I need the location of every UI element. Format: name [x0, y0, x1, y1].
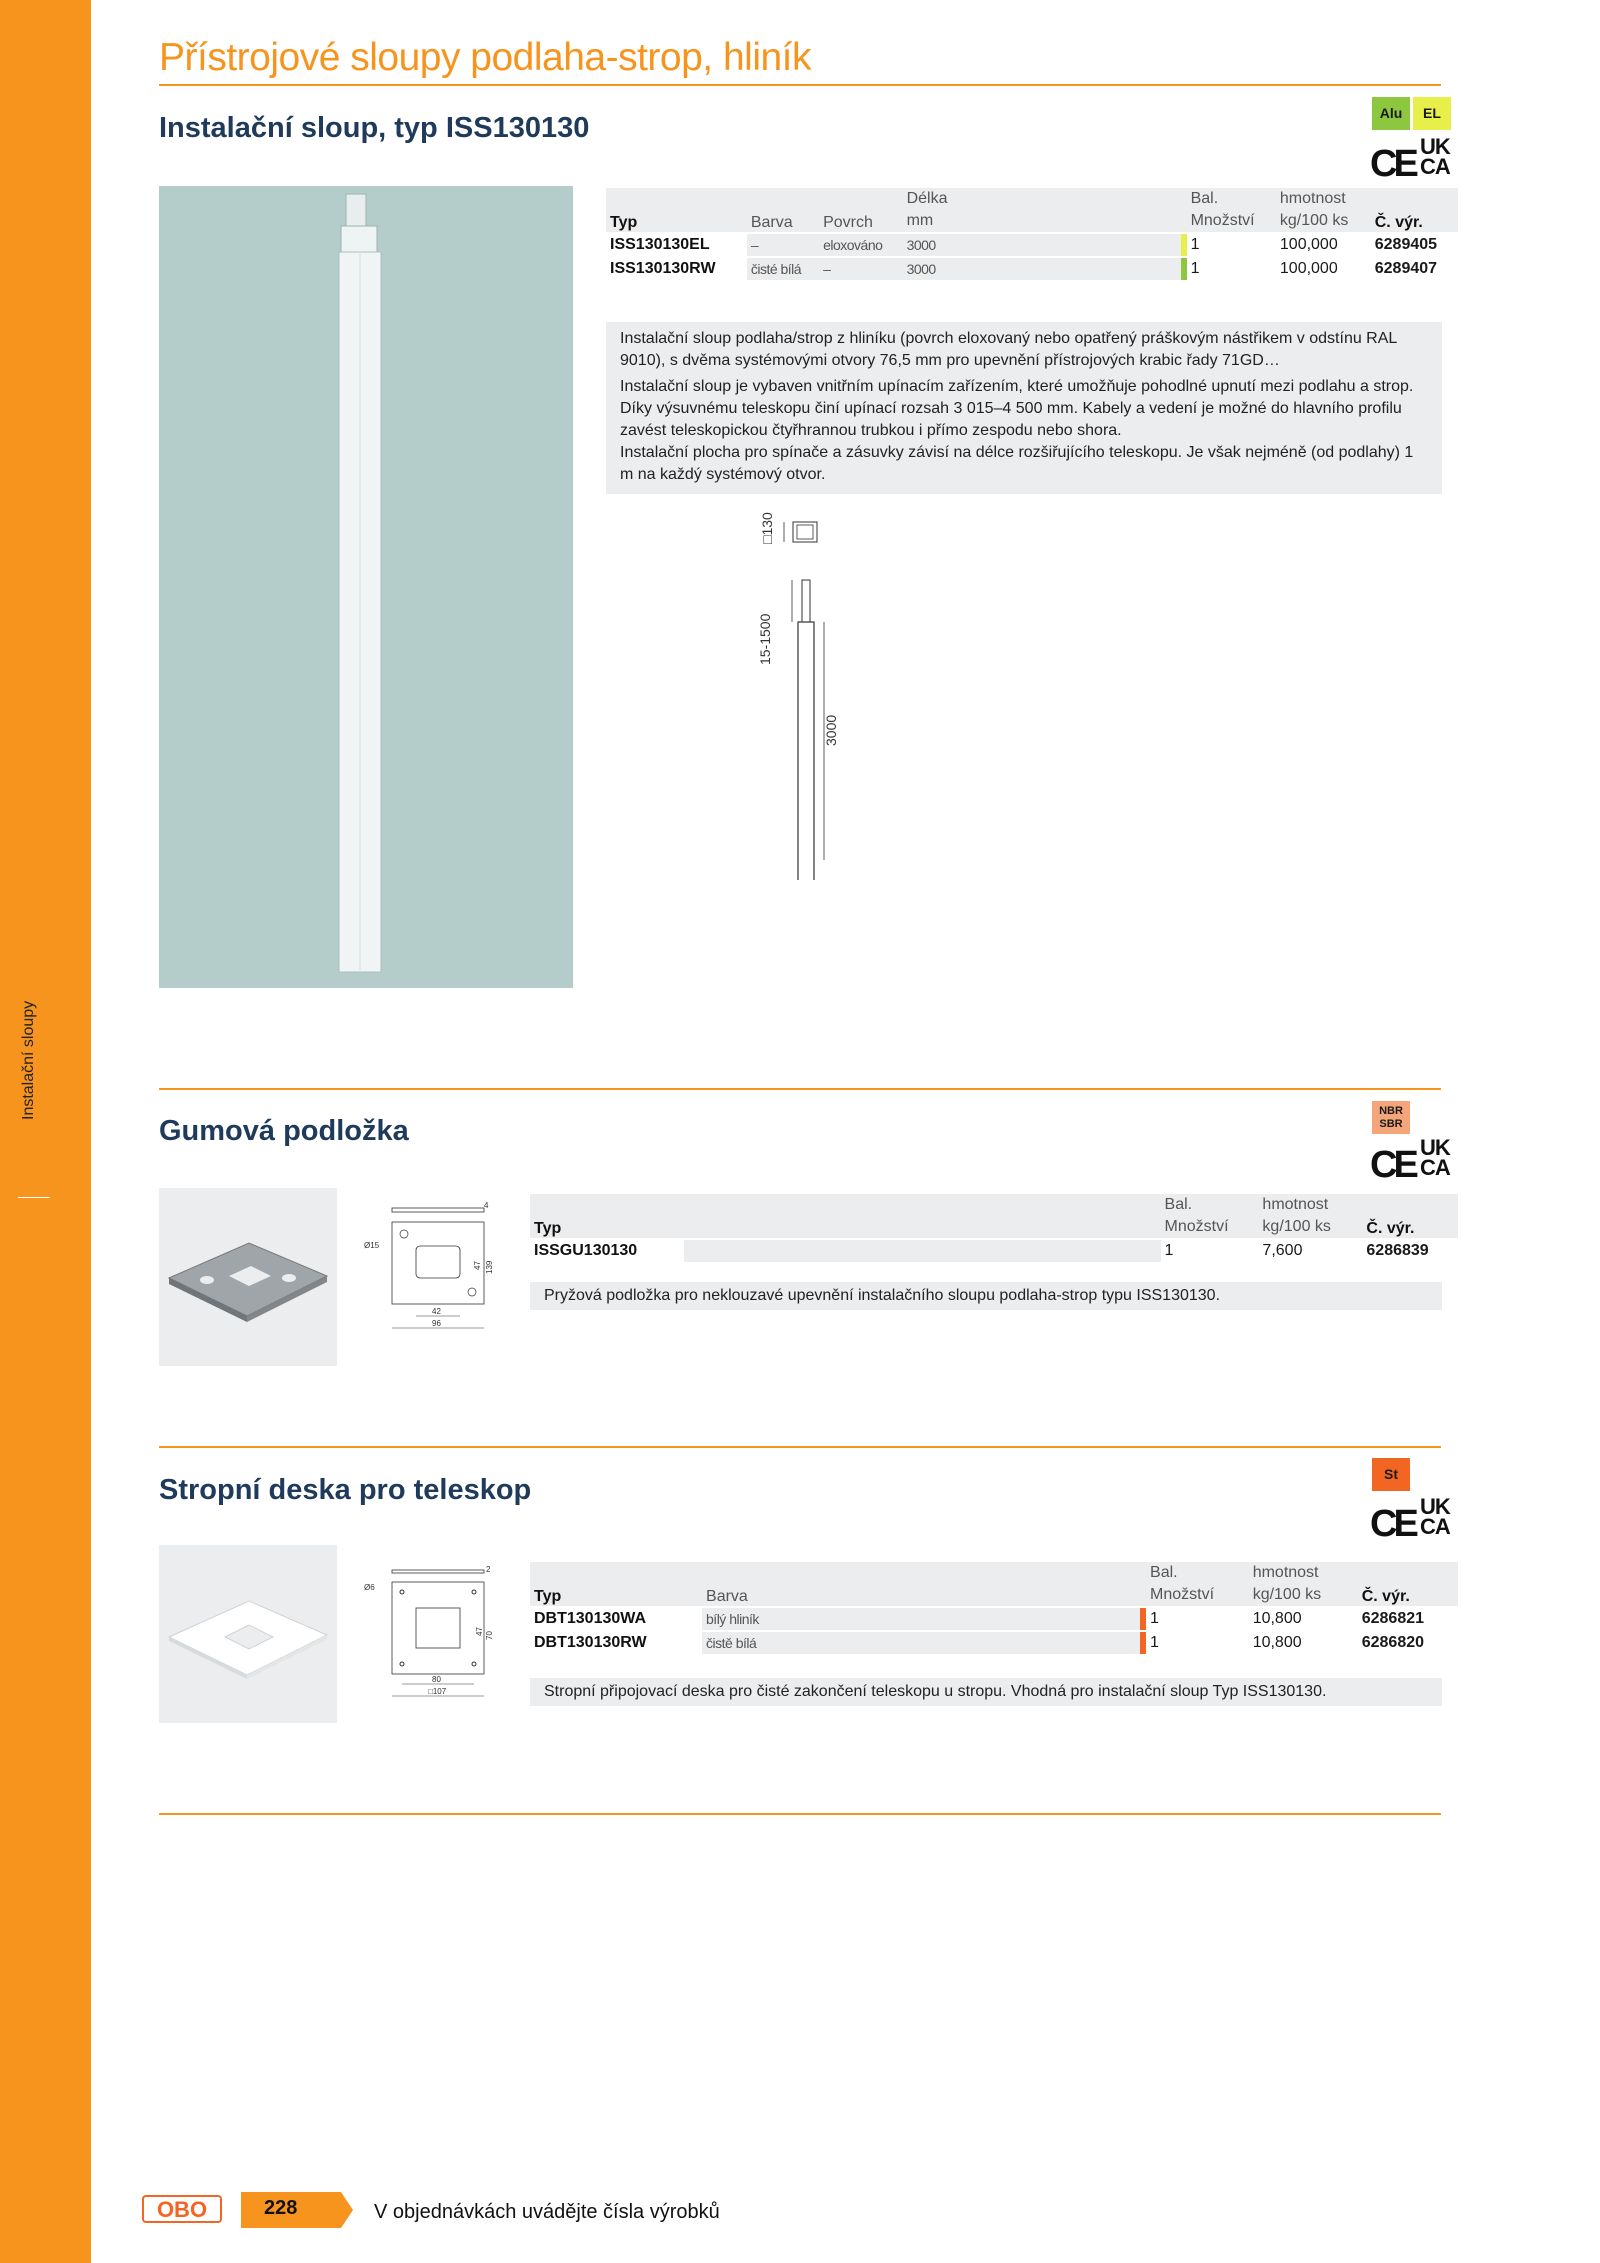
ce-mark-icon: CE — [1370, 1503, 1415, 1545]
col-barva: Barva — [747, 188, 819, 233]
col-cvyr: Č. výr. — [1371, 188, 1458, 233]
svg-text:2: 2 — [486, 1565, 491, 1574]
pad-dimension-drawing — [360, 1196, 520, 1346]
sidebar — [0, 0, 91, 2263]
section-divider — [159, 1446, 1441, 1448]
ce-ukca-mark — [1370, 1494, 1452, 1545]
svg-text:96: 96 — [432, 1319, 441, 1328]
ce-ukca-mark — [1370, 134, 1452, 185]
page-number: 228 — [264, 2197, 298, 2219]
svg-text:139: 139 — [485, 1260, 494, 1274]
sidebar-marker — [18, 1197, 50, 1198]
svg-text:47: 47 — [473, 1261, 482, 1270]
footer-note: V objednávkách uvádějte čísla výrobků — [374, 2201, 720, 2223]
bottom-divider — [159, 1813, 1441, 1815]
section-divider — [159, 1088, 1441, 1090]
description-pillar: Instalační sloup podlaha/strop z hliníku (povrch eloxovaný nebo opatřený práškovým nástřikem v odstínu RAL 9010), s dvěma systémovými otvory 76,5 mm pro upevnění přístrojových krabic řady 71GD… Instalační sloup je vybaven vnitřním upínacím zařízením, které umožňuje pohodlné upnutí mezi podlahu a strop. Díky výsuvnému teleskopu činí upínací rozsah 3 015–4 500 mm. Kabely a vedení je možné do hlavního profilu zavést teleskopickou čtyřhrannou trubkou i přímo zespodu nebo shora. Instalační plocha pro spínače a zásuvky závisí na délce rozšiřujícího teleskopu. Je však nejméně (od podlahy) 1 m na každý systémový otvor. — [606, 322, 1442, 494]
svg-text:Ø6: Ø6 — [364, 1583, 375, 1592]
description-plate: Stropní připojovací deska pro čisté zakončení teleskopu u stropu. Vhodná pro instalační sloup Typ ISS130130. — [530, 1678, 1442, 1706]
col-povrch: Povrch — [819, 188, 903, 233]
product-photo-pillar — [159, 186, 573, 988]
ukca-mark-icon: UK CA — [1420, 134, 1450, 179]
product-photo-pad — [159, 1188, 337, 1366]
svg-text:Ø15: Ø15 — [364, 1241, 380, 1250]
svg-text:70: 70 — [485, 1631, 494, 1640]
svg-text:4: 4 — [484, 1201, 489, 1210]
plate-dimension-drawing — [360, 1560, 520, 1710]
col-bal: Bal. Množství — [1187, 188, 1276, 233]
description-pad: Pryžová podložka pro neklouzavé upevnění instalačního sloupu podlaha-strop typu ISS130130. — [530, 1282, 1442, 1310]
svg-text:42: 42 — [432, 1307, 441, 1316]
ce-mark-icon: CE — [1370, 1144, 1415, 1186]
table-row: ISS130130EL – eloxováno 3000 1 100,000 6289405 — [606, 233, 1458, 257]
table-row: ISS130130RW čisté bílá – 3000 1 100,000 6289407 — [606, 257, 1458, 280]
material-badge-el: EL — [1413, 97, 1451, 130]
material-badge-nbr-sbr: NBR SBR — [1372, 1101, 1410, 1134]
ukca-mark-icon: UK CA — [1420, 1135, 1450, 1180]
ukca-mark-icon: UK CA — [1420, 1494, 1450, 1539]
material-badge-st: St — [1372, 1458, 1410, 1491]
table-row: DBT130130RW čistě bílá 1 10,800 6286820 — [530, 1631, 1458, 1654]
spec-table-pad: Typ Bal. Množství hmotnost kg/100 ks Č. výr. ISSGU130130 1 7,600 6286839 — [530, 1194, 1458, 1262]
svg-text:3000: 3000 — [823, 714, 839, 746]
material-badge-alu: Alu — [1372, 97, 1410, 130]
svg-text:47: 47 — [475, 1627, 484, 1636]
col-delka: Délka mm — [903, 188, 1181, 233]
svg-text:15-1500: 15-1500 — [757, 613, 773, 665]
ce-mark-icon: CE — [1370, 143, 1415, 185]
pillar-dimension-drawing — [740, 510, 860, 880]
pillar-image — [159, 186, 573, 988]
pad-image — [159, 1188, 337, 1366]
table-row: ISSGU130130 1 7,600 6286839 — [530, 1239, 1458, 1262]
product-photo-plate — [159, 1545, 337, 1723]
section-title-plate: Stropní deska pro teleskop — [159, 1474, 532, 1506]
col-hmotnost: hmotnost kg/100 ks — [1276, 188, 1371, 233]
obo-logo — [142, 2193, 222, 2225]
section-title-pad: Gumová podložka — [159, 1115, 409, 1147]
table-row: DBT130130WA bílý hliník 1 10,800 6286821 — [530, 1607, 1458, 1631]
spec-table-pillar — [606, 188, 1458, 280]
ce-ukca-mark — [1370, 1135, 1452, 1186]
svg-text:□107: □107 — [428, 1687, 447, 1696]
col-typ: Typ — [606, 188, 747, 233]
svg-text:OBO: OBO — [156, 2197, 208, 2222]
svg-text:□130: □130 — [759, 512, 775, 544]
plate-image — [159, 1545, 337, 1723]
svg-text:80: 80 — [432, 1675, 441, 1684]
page-title: Přístrojové sloupy podlaha-strop, hliník — [159, 36, 812, 79]
section-title-pillar: Instalační sloup, typ ISS130130 — [159, 112, 590, 144]
spec-table-plate: Typ Barva Bal. Množství hmotnost kg/100 ks Č. výr. DBT130130WA bílý hliník 1 10,800 6286821 DBT130130RW čistě bílá 1 10,800 6286820 — [530, 1562, 1458, 1654]
title-divider — [159, 84, 1441, 86]
sidebar-label: Instalační sloupy — [20, 1000, 37, 1120]
